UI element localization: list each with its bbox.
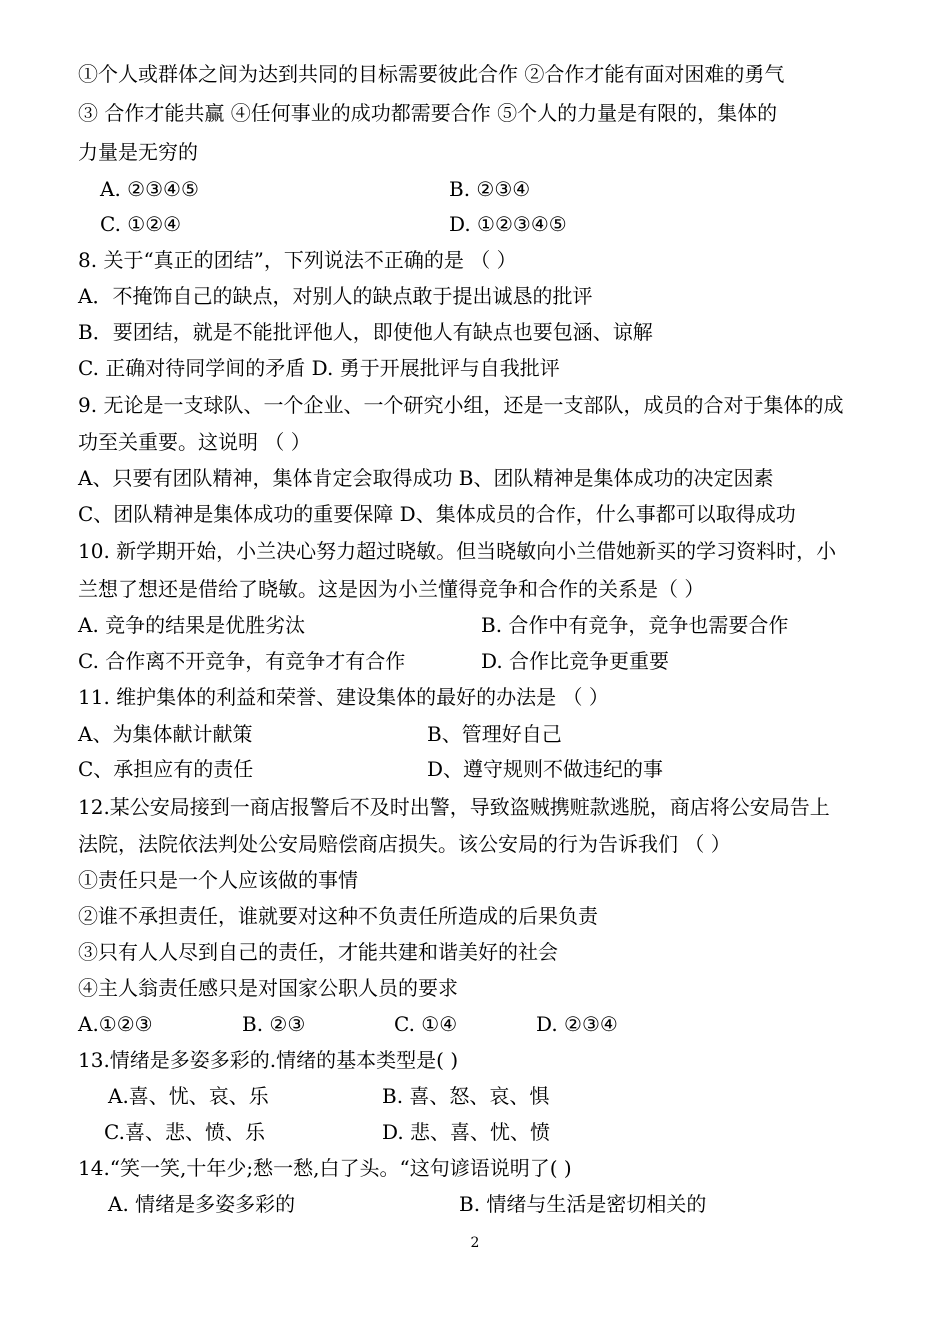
q10-option-d: D. 合作比竞争更重要: [481, 649, 670, 673]
q7-option-d: D. ①②③④⑤: [449, 212, 567, 236]
q12-option-b: B. ②③: [242, 1012, 306, 1036]
q12-stem-2: 法院，法院依法判处公安局赔偿商店损失。该公安局的行为告诉我们 （ ）: [78, 832, 731, 856]
q8-option-a: A．不掩饰自己的缺点，对别人的缺点敢于提出诚恳的批评: [78, 284, 593, 308]
q12-stem-1: 12.某公安局接到一商店报警后不及时出警，导致盗贼携赃款逃脱，商店将公安局告上: [78, 795, 830, 819]
q12-option-c: C. ①④: [394, 1012, 458, 1036]
q12-statement-3: ③只有人人尽到自己的责任，才能共建和谐美好的社会: [78, 940, 558, 964]
q10-stem-1: 10. 新学期开始，小兰决心努力超过晓敏。但当晓敏向小兰借她新买的学习资料时，小: [78, 539, 837, 563]
q13-option-b: B. 喜、怒、哀、惧: [382, 1084, 550, 1108]
q14-stem: 14.“笑一笑,十年少;愁一愁,白了头。“这句谚语说明了( ): [78, 1156, 572, 1180]
q7-option-b: B. ②③④: [449, 177, 531, 201]
q11-option-b: B、管理好自己: [427, 722, 562, 746]
q9-stem-1: 9. 无论是一支球队、一个企业、一个研究小组，还是一支部队，成员的合对于集体的成: [78, 393, 844, 417]
q12-statement-2: ②谁不承担责任，谁就要对这种不负责任所造成的后果负责: [78, 904, 598, 928]
q7-statement-5-cont: 力量是无穷的: [78, 140, 198, 164]
page-number: 2: [470, 1235, 480, 1251]
q10-option-c: C. 合作离不开竞争，有竞争才有合作: [78, 649, 406, 673]
q11-option-d: D、遵守规则不做违纪的事: [427, 757, 664, 781]
q13-option-a: A.喜、忧、哀、乐: [108, 1084, 269, 1108]
q14-option-b: B. 情绪与生活是密切相关的: [459, 1192, 707, 1216]
q11-option-a: A、为集体献计献策: [78, 722, 253, 746]
q14-option-a: A. 情绪是多姿多彩的: [108, 1192, 296, 1216]
q7-option-c: C. ①②④: [100, 212, 182, 236]
q11-option-c: C、承担应有的责任: [78, 757, 254, 781]
q10-stem-2: 兰想了想还是借给了晓敏。这是因为小兰懂得竞争和合作的关系是（ ）: [78, 577, 705, 601]
q10-option-a: A. 竞争的结果是优胜劣汰: [78, 613, 306, 637]
q8-option-c-d: C. 正确对待同学间的矛盾 D. 勇于开展批评与自我批评: [78, 356, 560, 380]
q13-stem: 13.情绪是多姿多彩的.情绪的基本类型是( ): [78, 1048, 459, 1072]
q9-option-c-d: C、团队精神是集体成功的重要保障 D、集体成员的合作，什么事都可以取得成功: [78, 502, 796, 526]
q8-stem: 8. 关于“真正的团结”，下列说法不正确的是 （ ）: [78, 248, 517, 272]
q7-statement-1-2: ①个人或群体之间为达到共同的目标需要彼此合作 ②合作才能有面对困难的勇气: [78, 62, 785, 86]
q7-statement-3-5: ③ 合作才能共赢 ④任何事业的成功都需要合作 ⑤个人的力量是有限的，集体的: [78, 101, 778, 125]
q13-option-d: D. 悲、喜、忧、愤: [382, 1120, 551, 1144]
q11-stem: 11. 维护集体的利益和荣誉、建设集体的最好的办法是 （ ）: [78, 685, 609, 709]
q9-option-a-b: A、只要有团队精神，集体肯定会取得成功 B、团队精神是集体成功的决定因素: [78, 466, 774, 490]
q7-option-a: A. ②③④⑤: [100, 177, 199, 201]
q10-option-b: B. 合作中有竞争，竞争也需要合作: [481, 613, 789, 637]
q9-stem-2: 功至关重要。这说明 （ ）: [78, 430, 311, 454]
q12-statement-1: ①责任只是一个人应该做的事情: [78, 868, 358, 892]
q12-option-d: D. ②③④: [536, 1012, 618, 1036]
q12-option-a: A.①②③: [78, 1012, 153, 1036]
q8-option-b: B．要团结，就是不能批评他人，即使他人有缺点也要包涵、谅解: [78, 320, 653, 344]
q13-option-c: C.喜、悲、愤、乐: [104, 1120, 265, 1144]
q12-statement-4: ④主人翁责任感只是对国家公职人员的要求: [78, 976, 458, 1000]
